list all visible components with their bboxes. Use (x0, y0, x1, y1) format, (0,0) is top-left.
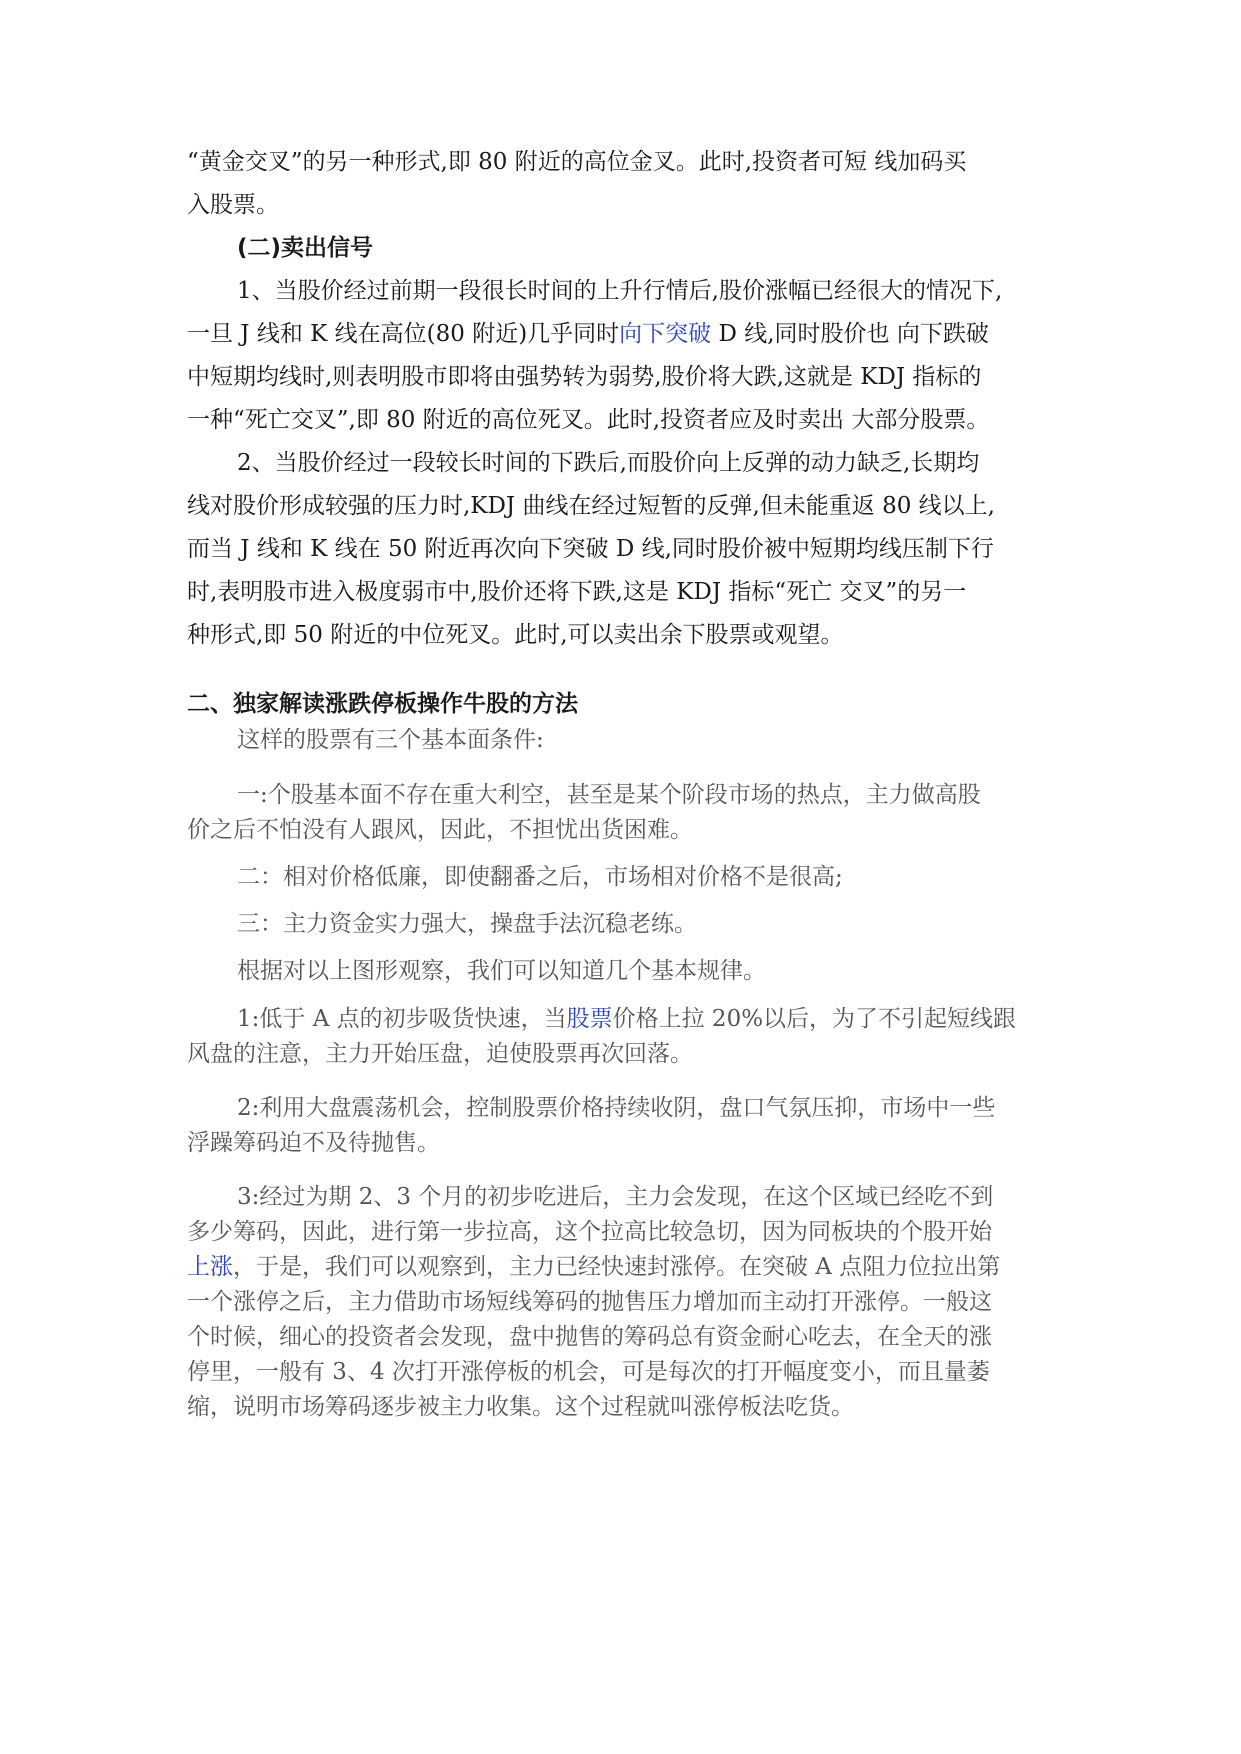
sell-p1-line-1: 1、当股价经过前期一段很长时间的上升行情后,股价涨幅已经很大的情况下, (237, 278, 1003, 304)
sell-p2-line-3: 而当 J 线和 K 线在 50 附近再次向下突破 D 线,同时股价被中短期均线压制下行 (187, 536, 994, 562)
section-2-heading: 二、独家解读涨跌停板操作牛股的方法 (187, 691, 578, 717)
sell-p1-line-2-rest: D 线,同时股价也 向下跌破 (711, 321, 989, 347)
conditions-intro: 这样的股票有三个基本面条件: (237, 727, 544, 753)
intro-line-1: “黄金交叉”的另一种形式,即 80 附近的高位金叉。此时,投资者可短 线加码买 (187, 149, 967, 175)
rule-2-line-2: 浮躁筹码迫不及待抛售。 (187, 1130, 440, 1156)
rule-3-line-4: 一个涨停之后，主力借助市场短线筹码的抛售压力增加而主动打开涨停。一般这 (187, 1289, 992, 1315)
rule-1-rest: 价格上拉 20%以后，为了不引起短线跟 (612, 1006, 1017, 1032)
rule-3-line-3 (187, 1252, 1000, 1282)
sell-signal-heading: (二)卖出信号 (237, 235, 374, 261)
rule-3-line-6: 停里，一般有 3、4 次打开涨停板的机会，可是每次的打开幅度变小，而且量萎 (187, 1359, 990, 1385)
sell-p1-line-3: 中短期均线时,则表明股市即将由强势转为弱势,股价将大跌,这就是 KDJ 指标的 (187, 364, 982, 390)
link-downward-break[interactable]: 向下突破 (619, 321, 712, 347)
condition-3: 三：主力资金实力强大，操盘手法沉稳老练。 (237, 911, 697, 937)
rule-3-line-7: 缩，说明市场筹码逐步被主力收集。这个过程就叫涨停板法吃货。 (187, 1394, 854, 1420)
sell-p2-line-2: 线对股价形成较强的压力时,KDJ 曲线在经过短暂的反弹,但未能重返 80 线以上, (187, 493, 995, 519)
rule-1-line-2: 风盘的注意，主力开始压盘，迫使股票再次回落。 (187, 1041, 693, 1067)
sell-p1-line-2 (187, 319, 989, 349)
sell-p2-line-1: 2、当股价经过一段较长时间的下跌后,而股价向上反弹的动力缺乏,长期均 (237, 450, 980, 476)
rules-intro: 根据对以上图形观察，我们可以知道几个基本规律。 (237, 958, 766, 984)
sell-p2-line-4: 时,表明股市进入极度弱市中,股价还将下跌,这是 KDJ 指标“死亡 交叉”的另一 (187, 579, 967, 605)
rule-1-line-1 (237, 1004, 1016, 1034)
rule-2-line-1: 2:利用大盘震荡机会，控制股票价格持续收阴，盘口气氛压抑，市场中一些 (237, 1095, 996, 1121)
intro-line-2: 入股票。 (187, 192, 279, 218)
rule-3-line-1: 3:经过为期 2、3 个月的初步吃进后，主力会发现，在这个区域已经吃不到 (237, 1184, 994, 1210)
sell-p1-line-4: 一种“死亡交叉”,即 80 附近的高位死叉。此时,投资者应及时卖出 大部分股票。 (187, 407, 990, 433)
rule-3-line-2: 多少筹码，因此，进行第一步拉高，这个拉高比较急切，因为同板块的个股开始 (187, 1219, 992, 1245)
link-stock[interactable]: 股票 (566, 1006, 613, 1032)
sell-p2-line-5: 种形式,即 50 附近的中位死叉。此时,可以卖出余下股票或观望。 (187, 622, 844, 648)
rule-3-line-5: 个时候，细心的投资者会发现，盘中抛售的筹码总有资金耐心吃去，在全天的涨 (187, 1324, 992, 1350)
link-rise[interactable]: 上涨 (187, 1254, 233, 1280)
condition-2: 二：相对价格低廉，即使翻番之后，市场相对价格不是很高; (237, 864, 843, 890)
condition-1-line-1: 一:个股基本面不存在重大利空，甚至是某个阶段市场的热点，主力做高股 (237, 782, 981, 808)
rule-3-line-3-text: ，于是，我们可以观察到，主力已经快速封涨停。在突破 A 点阻力位拉出第 (233, 1254, 1001, 1280)
rule-1-text: 1:低于 A 点的初步吸货快速，当 (237, 1006, 567, 1032)
sell-p1-line-2-text: 一旦 J 线和 K 线在高位(80 附近)几乎同时 (187, 321, 620, 347)
condition-1-line-2: 价之后不怕没有人跟风，因此，不担忧出货困难。 (187, 817, 693, 843)
